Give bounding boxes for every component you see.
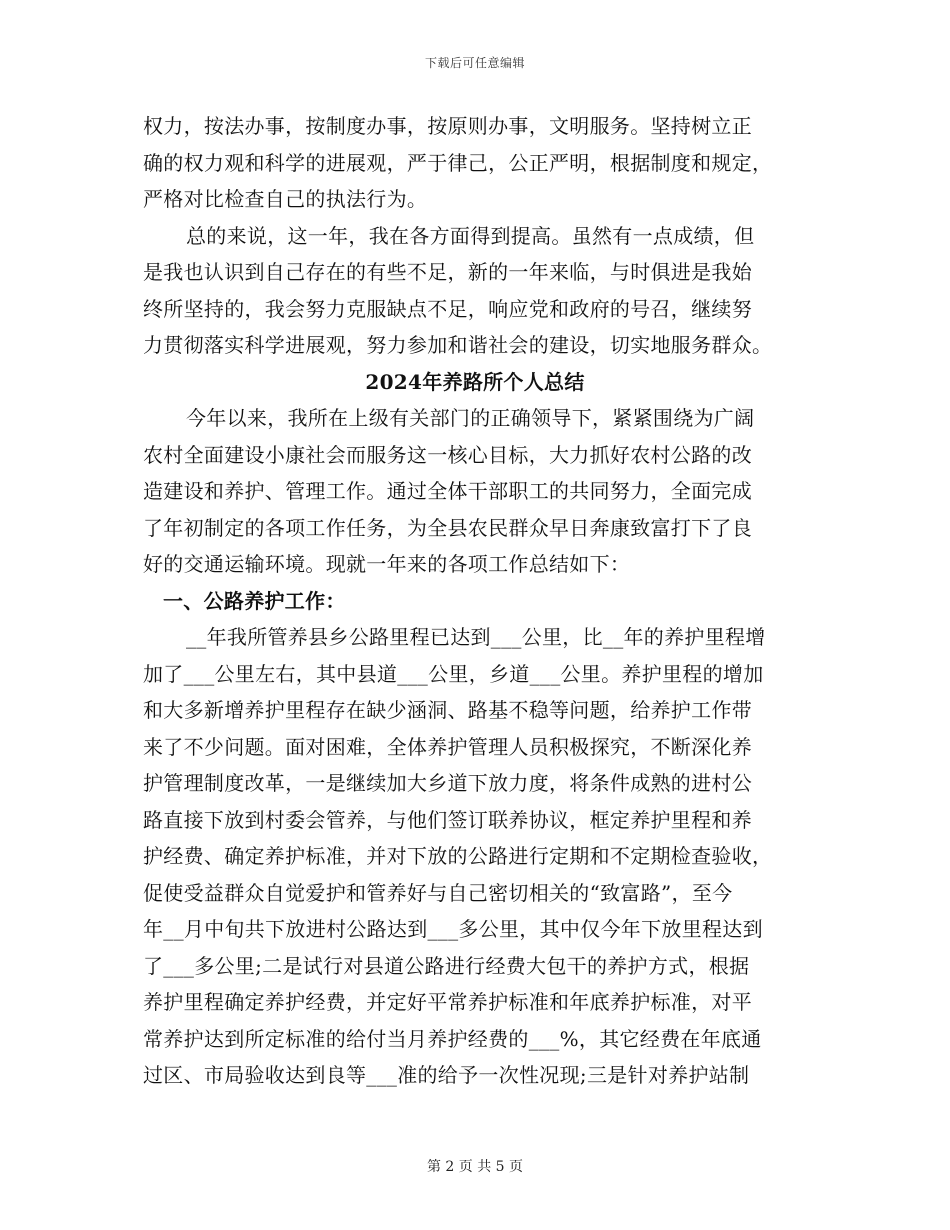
body-line: 常养护达到所定标准的给付当月养护经费的___%，其它经费在年底通 [143, 1026, 762, 1051]
body-line: __年我所管养县乡公路里程已达到___公里，比__年的养护里程增 [186, 625, 766, 649]
body-line: 是我也认识到自己存在的有些不足，新的一年来临，与时俱进是我始 [143, 260, 752, 284]
body-line: 促使受益群众自觉爱护和管养好与自己密切相关的“致富路”，至今 [143, 880, 733, 905]
body-line: 总的来说，这一年，我在各方面得到提高。虽然有一点成绩，但 [186, 223, 755, 248]
body-line: 护经费、确定养护标准，并对下放的公路进行定期和不定期检查验收， [143, 844, 773, 868]
body-line: 好的交通运输环境。现就一年来的各项工作总结如下： [143, 552, 631, 576]
page-header-note: 下载后可任意编辑 [424, 56, 525, 70]
body-line: 今年以来，我所在上级有关部门的正确领导下，紧紧围绕为广阔 [186, 406, 755, 430]
body-line: 路直接下放到村委会管养，与他们签订联养协议，框定养护里程和养 [143, 807, 752, 832]
body-line: 养护里程确定养护经费，并定好平常养护标准和年底养护标准，对平 [143, 990, 752, 1014]
subsection-heading: 一、公路养护工作： [163, 588, 346, 613]
body-line: 严格对比检查自己的执法行为。 [143, 187, 428, 211]
page-number: 第 2 页 共 5 页 [426, 1159, 524, 1175]
body-line: 了___多公里;二是试行对县道公路进行经费大包干的养护方式，根据 [143, 953, 750, 978]
body-line: 农村全面建设小康社会而服务这一核心目标，大力抓好农村公路的改 [143, 442, 752, 467]
body-line: 力贯彻落实科学进展观，努力参加和谐社会的建设，切实地服务群众。 [143, 333, 773, 357]
body-line: 权力，按法办事，按制度办事，按原则办事，文明服务。坚持树立正 [143, 114, 752, 138]
body-line: 年__月中旬共下放进村公路达到___多公里，其中仅今年下放里程达到 [143, 917, 763, 941]
body-line: 确的权力观和科学的进展观，严于律己，公正严明，根据制度和规定， [143, 150, 773, 175]
body-line: 来了不少问题。面对困难，全体养护管理人员积极探究，不断深化养 [143, 734, 752, 759]
document-body [143, 108, 807, 1094]
body-line: 过区、市局验收达到良等___准的给予一次性况现;三是针对养护站制 [143, 1063, 750, 1087]
body-line: 了年初制定的各项工作任务，为全县农民群众早日奔康致富打下了良 [143, 515, 752, 540]
body-line: 加了___公里左右，其中县道___公里，乡道___公里。养护里程的增加 [143, 661, 764, 686]
body-line: 造建设和养护、管理工作。通过全体干部职工的共同努力，全面完成 [143, 479, 752, 503]
section-title: 2024年养路所个人总结 [365, 369, 585, 394]
body-line: 和大多新增养护里程存在缺少涵洞、路基不稳等问题，给养护工作带 [143, 698, 752, 722]
body-line: 终所坚持的，我会努力克服缺点不足，响应党和政府的号召，继续努 [143, 296, 752, 321]
body-line: 护管理制度改革，一是继续加大乡道下放力度，将条件成熟的进村公 [143, 771, 752, 795]
